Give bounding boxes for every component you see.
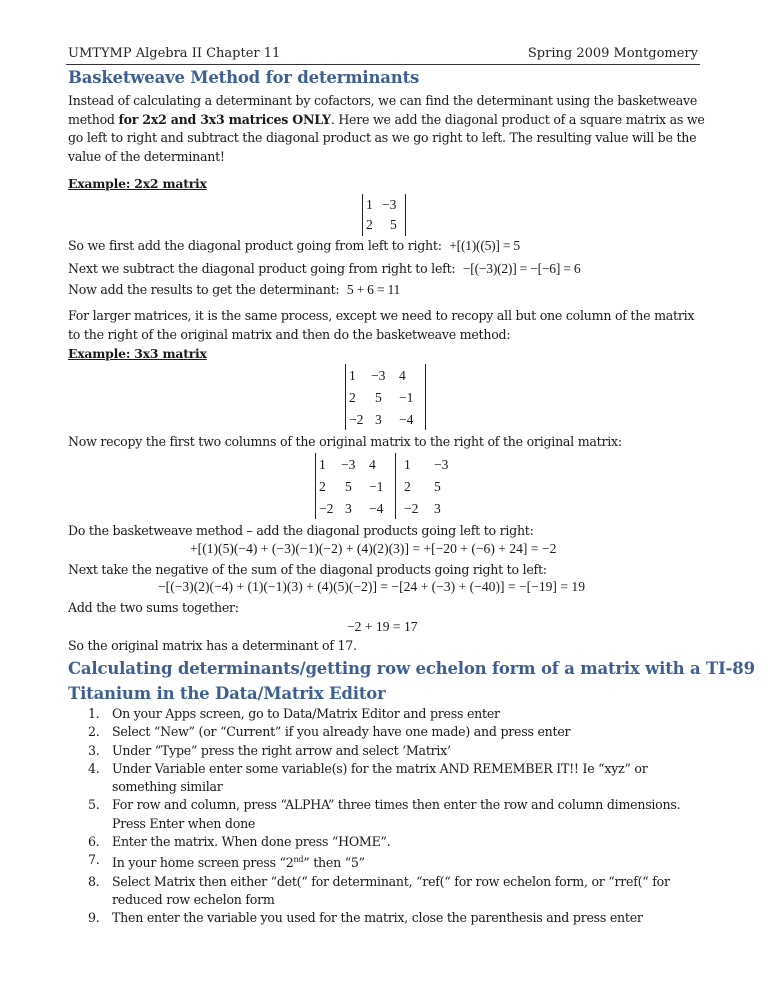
step-add-ltr <box>68 237 708 256</box>
ti89-steps-list <box>68 705 708 928</box>
matrix-cell: −3 <box>371 368 386 383</box>
list-item-number: 3. <box>88 742 100 758</box>
matrix-cell: 5 <box>390 217 397 232</box>
list-item-text: Enter the matrix. When done press “HOME”. <box>112 834 391 850</box>
matrix-cell: 2 <box>349 390 356 405</box>
section-title-line: Titanium in the Data/Matrix Editor <box>68 684 386 703</box>
list-item-text: On your Apps screen, go to Data/Matrix Editor and press enter <box>112 706 500 721</box>
ltr-paragraph: Do the basketweave method – add the diagonal products going left to right: <box>68 523 534 538</box>
section-title-ti89 <box>68 656 755 706</box>
step-sub-rtl <box>68 260 708 279</box>
list-item-text: Under Variable enter some variable(s) for the matrix AND REMEMBER IT!! Ie “xyz” or something similar <box>112 760 648 795</box>
list-item <box>68 723 708 741</box>
add-equation: −2 + 19 = 17 <box>347 619 418 634</box>
list-item-number: 7. <box>88 852 100 868</box>
matrix-cell: 4 <box>369 457 376 472</box>
add-paragraph: Add the two sums together: <box>68 600 239 615</box>
matrix-cell: 5 <box>345 479 352 494</box>
example-3x3-label: Example: 3x3 matrix <box>68 346 207 361</box>
matrix-cell: 1 <box>349 368 356 383</box>
intro-text-b: . Here we add the diagonal product of a square matrix as we go left to right and subtract the diagonal product as we go right to left. The resulting value will be the value of the determinant! <box>68 111 705 164</box>
matrix-cell: −3 <box>434 457 449 472</box>
list-item-number: 8. <box>88 873 100 889</box>
list-item-number: 1. <box>88 706 100 721</box>
list-item <box>68 833 708 851</box>
ltr-equation: +[(1)(5)(−4) + (−3)(−1)(−2) + (4)(2)(3)] = +[−20 + (−6) + 24] = −2 <box>190 541 557 556</box>
list-item-text: For row and column, press “ALPHA” three times then enter the row and column dimensions. Press Enter when done <box>112 797 681 831</box>
header-term: Spring 2009 Montgomery <box>527 46 698 61</box>
header-course: UMTYMP Algebra II Chapter 11 <box>68 46 281 61</box>
matrix-3x3 <box>345 364 426 430</box>
list-item <box>68 851 708 872</box>
rtl-equation: −[(−3)(2)(−4) + (1)(−1)(3) + (4)(5)(−2)] = −[24 + (−3) + (−40)] = −[−19] = 19 <box>158 579 586 594</box>
matrix-cell: 1 <box>366 197 373 212</box>
step-add-ltr-text: So we first add the diagonal product going from left to right: <box>68 238 442 253</box>
matrix-cell: 2 <box>319 479 326 494</box>
page-header <box>68 46 698 61</box>
list-item <box>68 796 708 833</box>
step-sum-equation: 5 + 6 = 11 <box>346 282 401 297</box>
list-item-number: 9. <box>88 910 100 926</box>
matrix-cell: 2 <box>366 217 373 232</box>
list-item <box>68 760 708 797</box>
list-item-number: 6. <box>88 834 100 850</box>
list-item-text: Select Matrix then either “det(“ for determinant, “ref(“ for row echelon form, or “rref(“ for reduced row echelon form <box>112 873 670 908</box>
matrix-cell: 3 <box>345 501 352 516</box>
list-item-sup: nd <box>293 855 304 865</box>
matrix-cell: −4 <box>369 501 384 516</box>
step-add-ltr-equation: +[(1)((5)] = 5 <box>449 238 520 253</box>
conclusion-paragraph: So the original matrix has a determinant of 17. <box>68 638 357 653</box>
list-item <box>68 873 708 910</box>
matrix-cell: 4 <box>399 368 406 383</box>
list-item <box>68 705 708 723</box>
list-item-number: 2. <box>88 724 100 740</box>
list-item-text: Select “New” (or “Current” if you already have one made) and press enter <box>112 724 571 740</box>
larger-matrices-paragraph: For larger matrices, it is the same process, except we need to recopy all but one column of the matrix to the right of the original matrix and then do the basketweave method: <box>68 308 695 342</box>
matrix-cell: −3 <box>382 197 397 212</box>
matrix-cell: −2 <box>404 501 419 516</box>
step-sub-rtl-equation: −[(−3)(2)] = −[−6] = 6 <box>462 261 581 276</box>
matrix-cell: 1 <box>404 457 411 472</box>
example-2x2-label: Example: 2x2 matrix <box>68 176 207 191</box>
section-title-line: Calculating determinants/getting row echelon form of a matrix with a TI-89 <box>68 659 755 678</box>
section-title-basketweave: Basketweave Method for determinants <box>68 68 420 87</box>
list-item-number: 4. <box>88 760 100 776</box>
list-item-text-a: In your home screen press “2 <box>112 855 294 871</box>
intro-text-bold: for 2x2 and 3x3 matrices ONLY <box>118 111 331 127</box>
matrix-cell: 2 <box>404 479 411 494</box>
list-item-text: Under “Type” press the right arrow and select ‘Matrix’ <box>112 742 451 758</box>
step-sum <box>68 281 708 300</box>
intro-paragraph <box>68 92 708 166</box>
rtl-paragraph: Next take the negative of the sum of the diagonal products going right to left: <box>68 562 547 577</box>
matrix-2x2 <box>362 194 406 236</box>
matrix-cell: −3 <box>341 457 356 472</box>
matrix-cell: −2 <box>319 501 334 516</box>
list-item <box>68 742 708 760</box>
recopy-paragraph: Now recopy the first two columns of the original matrix to the right of the original matrix: <box>68 434 622 449</box>
matrix-cell: −1 <box>369 479 384 494</box>
matrix-cell: 3 <box>375 412 382 427</box>
header-rule <box>66 64 700 65</box>
matrix-cell: −1 <box>399 390 414 405</box>
intro-text-a: Instead of calculating a determinant by cofactors, we can find the determinant using the basketweave method <box>68 93 698 127</box>
list-item-text: Then enter the variable you used for the matrix, close the parenthesis and press enter <box>112 910 643 926</box>
step-sum-text: Now add the results to get the determinant: <box>68 282 340 297</box>
matrix-cell: 3 <box>434 501 441 516</box>
matrix-cell: −2 <box>349 412 364 427</box>
list-item <box>68 909 708 927</box>
step-sub-rtl-text: Next we subtract the diagonal product going from right to left: <box>68 261 456 276</box>
list-item-text-b: ” then “5” <box>303 855 365 871</box>
matrix-cell: 5 <box>375 390 382 405</box>
matrix-recopied-columns <box>404 454 448 520</box>
matrix-cell: −4 <box>399 412 414 427</box>
list-item-number: 5. <box>88 797 100 813</box>
matrix-cell: 5 <box>434 479 441 494</box>
matrix-cell: 1 <box>319 457 326 472</box>
matrix-3x3-original <box>315 453 396 519</box>
